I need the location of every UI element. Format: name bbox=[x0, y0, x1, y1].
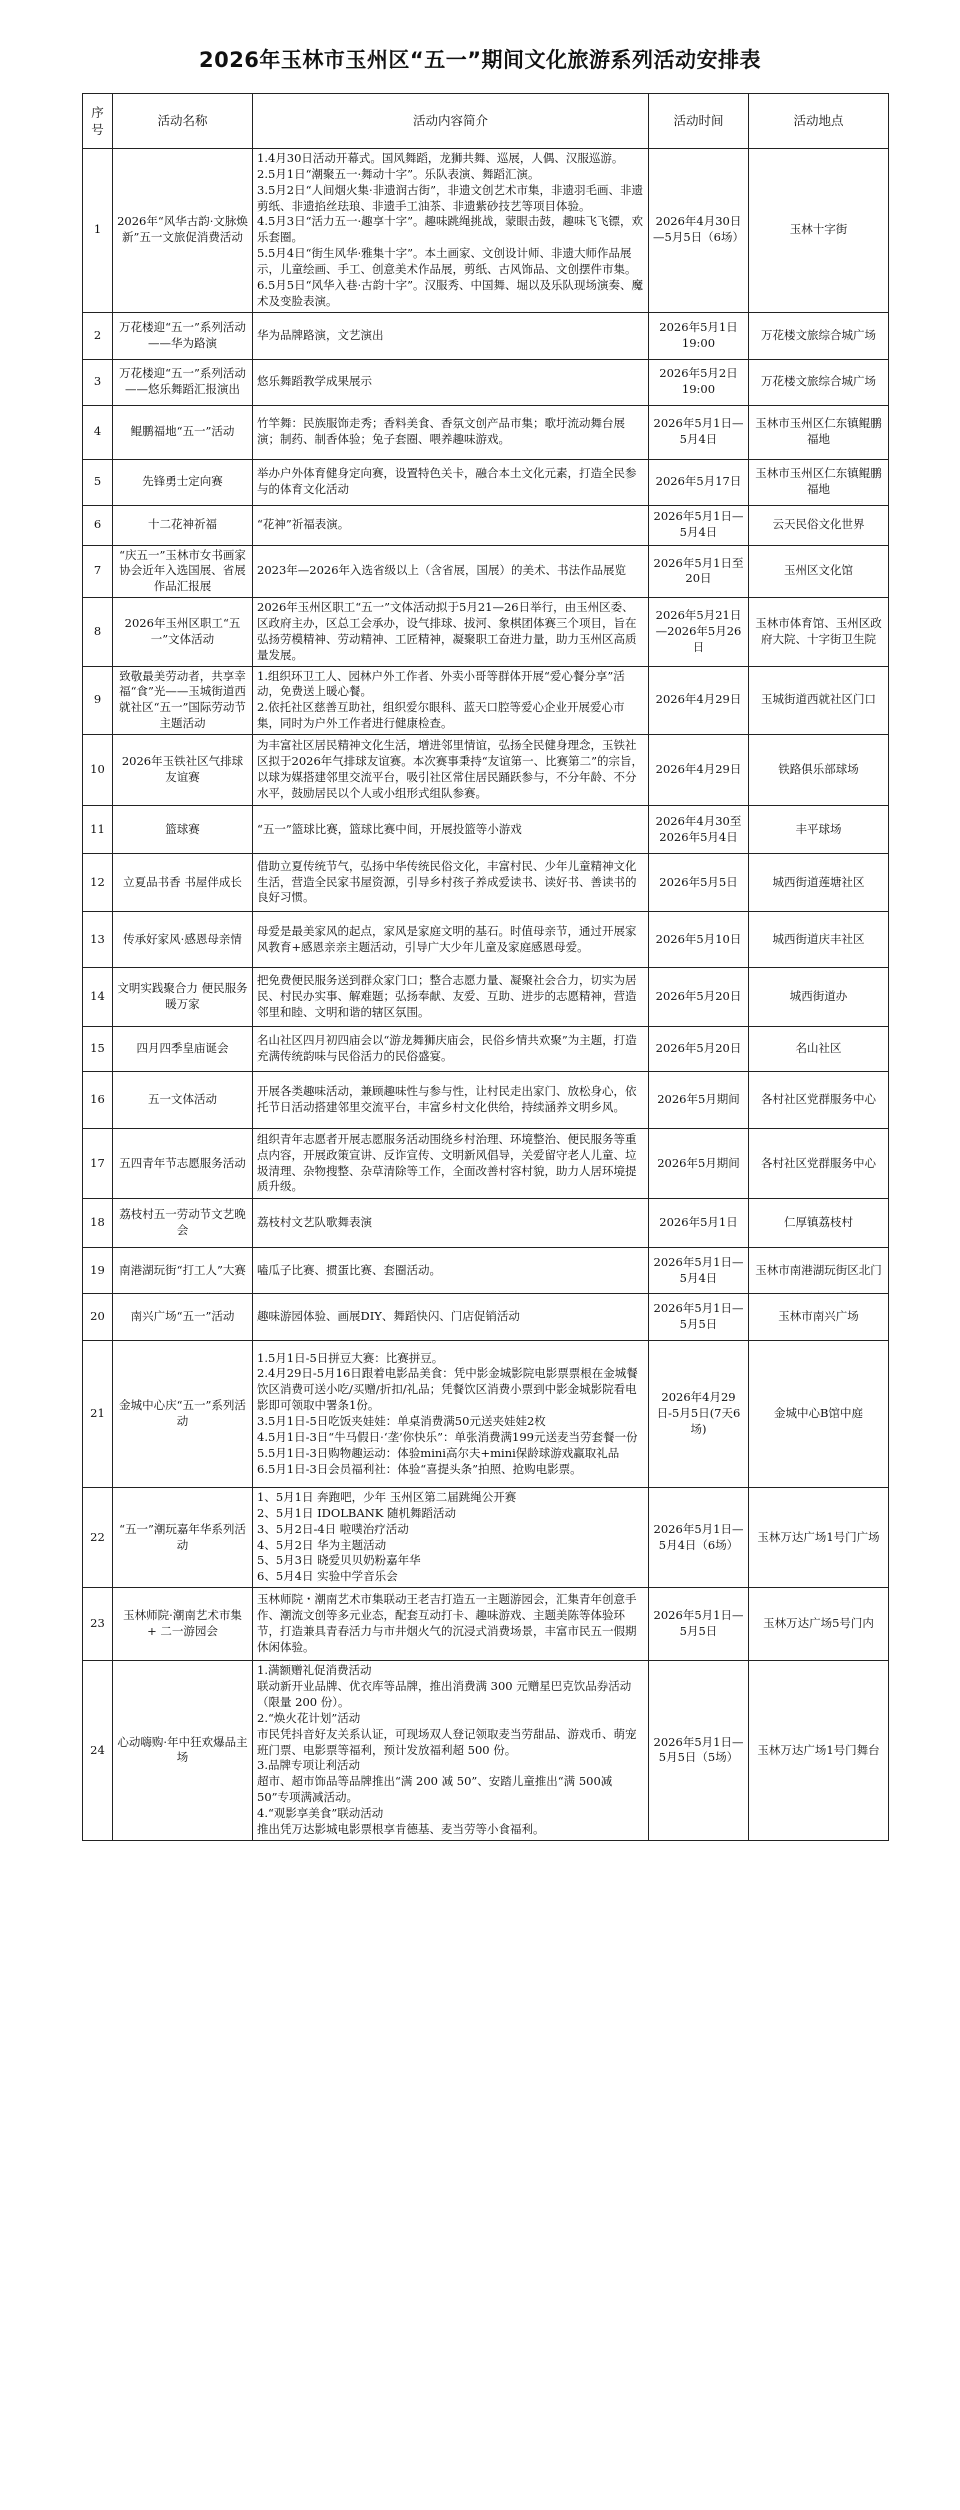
activity-content: “五一”篮球比赛，篮球比赛中间，开展投篮等小游戏 bbox=[253, 806, 649, 854]
activity-name: 五一文体活动 bbox=[113, 1072, 253, 1129]
activity-time: 2026年5月2日19:00 bbox=[649, 359, 749, 405]
row-number: 24 bbox=[83, 1661, 113, 1840]
activity-time: 2026年5月期间 bbox=[649, 1072, 749, 1129]
activity-time: 2026年5月20日 bbox=[649, 968, 749, 1027]
row-number: 5 bbox=[83, 459, 113, 505]
activity-time: 2026年5月17日 bbox=[649, 459, 749, 505]
activity-time: 2026年5月1日—5月5日（5场） bbox=[649, 1661, 749, 1840]
activity-content: 1.4月30日活动开幕式。国风舞蹈，龙狮共舞、巡展，人偶、汉服巡游。 2.5月1日“潮聚五一·舞动十字”。乐队表演、舞蹈汇演。 3.5月2日“人间烟火集·非遗润古街”，非遗文创艺术市集，非遗羽毛画、非遗剪纸、非遗掐丝珐琅、非遗手工油茶、非遗紫砂技艺等项目体验。 4.5月3日“活力五一·趣享十字”。趣味跳绳挑战，蒙眼击鼓，趣味飞飞镖，欢乐套圈。 5.5月4日“街生风华·雅集十字”。本土画家、文创设计师、非遗大师作品展示，儿童绘画、手工、创意美术作品展，剪纸、古风饰品、文创摆件市集。 6.5月5日“风华入巷·古韵十字”。汉服秀、中国舞、堀以及乐队现场演奏、魔术及变脸表演。 bbox=[253, 149, 649, 313]
table-row bbox=[83, 1588, 889, 1661]
activity-content: 名山社区四月初四庙会以“游龙舞狮庆庙会，民俗乡情共欢聚”为主题，打造充满传统韵味与民俗活力的民俗盛宴。 bbox=[253, 1027, 649, 1072]
row-number: 6 bbox=[83, 505, 113, 545]
row-number: 12 bbox=[83, 854, 113, 912]
row-number: 22 bbox=[83, 1488, 113, 1588]
activity-content: 把免费便民服务送到群众家门口；整合志愿力量、凝聚社会合力，切实为居民、村民办实事、解难题；弘扬奉献、友爱、互助、进步的志愿精神，营造邻里和睦、文明和谐的辖区氛围。 bbox=[253, 968, 649, 1027]
header-time: 活动时间 bbox=[649, 94, 749, 149]
table-row bbox=[83, 1294, 889, 1341]
header-name: 活动名称 bbox=[113, 94, 253, 149]
activity-place: 万花楼文旅综合城广场 bbox=[749, 359, 889, 405]
activity-name: 万花楼迎“五一”系列活动——悠乐舞蹈汇报演出 bbox=[113, 359, 253, 405]
activity-name: 2026年玉铁社区气排球友谊赛 bbox=[113, 735, 253, 806]
activity-content: 1.5月1日-5日拼豆大赛：比赛拼豆。 2.4月29日-5月16日跟着电影品美食：凭中影金城影院电影票票根在金城餐饮区消费可送小吃/买赠/折扣/礼品；凭餐饮区消费小票到中影金城影院看电影即可领取中署条1份。 3.5月1日-5日吃饭夹娃娃：单桌消费满50元送夹娃娃2枚 4.5月1日-3日“牛马假日·‘垄’你快乐”：单张消费满199元送麦当劳套餐一份 5.5月1日-3日购物趣运动：体验mini高尔夫+mini保龄球游戏赢取礼品 6.5月1日-3日会员福利社：体验“喜提头条”拍照、抢购电影票。 bbox=[253, 1341, 649, 1488]
activity-time: 2026年5月1日—5月5日 bbox=[649, 1294, 749, 1341]
header-place: 活动地点 bbox=[749, 94, 889, 149]
activity-place: 丰平球场 bbox=[749, 806, 889, 854]
activity-name: 荔枝村五一劳动节文艺晚会 bbox=[113, 1199, 253, 1248]
activity-name: 金城中心庆“五一”系列活动 bbox=[113, 1341, 253, 1488]
activity-place: 玉林市南港湖玩街区北门 bbox=[749, 1248, 889, 1294]
activity-name: 玉林师院·潮南艺术市集 + 二一游园会 bbox=[113, 1588, 253, 1661]
page-title: 2026年玉林市玉州区“五一”期间文化旅游系列活动安排表 bbox=[198, 48, 762, 72]
row-number: 14 bbox=[83, 968, 113, 1027]
header-no: 序 号 bbox=[83, 94, 113, 149]
activity-content: 竹竿舞：民族服饰走秀；香料美食、香氛文创产品市集；歌圩流动舞台展演；制药、制香体验；兔子套圈、喂养趣味游戏。 bbox=[253, 405, 649, 459]
header-content: 活动内容简介 bbox=[253, 94, 649, 149]
table-row bbox=[83, 1248, 889, 1294]
table-row bbox=[83, 1027, 889, 1072]
activity-content: 嗑瓜子比赛、掼蛋比赛、套圈活动。 bbox=[253, 1248, 649, 1294]
activity-place: 各村社区党群服务中心 bbox=[749, 1072, 889, 1129]
activity-place: 玉林万达广场1号门广场 bbox=[749, 1488, 889, 1588]
row-number: 11 bbox=[83, 806, 113, 854]
activity-name: 四月四季皇庙诞会 bbox=[113, 1027, 253, 1072]
activity-content: 组织青年志愿者开展志愿服务活动围绕乡村治理、环境整治、便民服务等重点内容，开展政策宣讲、反诈宣传、文明新风倡导，关爱留守老人儿童、垃圾清理、杂物搜整、杂草清除等工作，全面改善村容村貌，助力人居环境提质升级。 bbox=[253, 1129, 649, 1199]
activity-name: 致敬最美劳动者，共享幸福“食”光——玉城街道西就社区“五一”国际劳动节主题活动 bbox=[113, 666, 253, 734]
activity-place: 城西街道莲塘社区 bbox=[749, 854, 889, 912]
activity-content: 母爱是最美家风的起点，家风是家庭文明的基石。时值母亲节，通过开展家风教育+感恩亲亲主题活动，引导广大少年儿童及家庭感恩母爱。 bbox=[253, 912, 649, 968]
table-row bbox=[83, 1199, 889, 1248]
activity-time: 2026年5月5日 bbox=[649, 854, 749, 912]
activity-place: 云天民俗文化世界 bbox=[749, 505, 889, 545]
activity-name: 鲲鹏福地“五一”活动 bbox=[113, 405, 253, 459]
table-row bbox=[83, 459, 889, 505]
activity-content: 1.满额赠礼促消费活动 联动新开业品牌、优衣库等品牌，推出消费满 300 元赠星巴克饮品券活动（限量 200 份）。 2.“焕火花计划”活动 市民凭抖音好友关系认证，可现场双人登记领取麦当劳甜品、游戏币、萌宠班门票、电影票等福利，预计发放福利超 500 份。 3.品牌专项让利活动 超市、超市饰品等品牌推出“满 200 减 50”、安踏儿童推出“满 500减 50”专项满减活动。 4.“观影享美食”联动活动 推出凭万达影城电影票根享肯德基、麦当劳等小食福利。 bbox=[253, 1661, 649, 1840]
table-row bbox=[83, 545, 889, 598]
activity-name: 十二花神祈福 bbox=[113, 505, 253, 545]
activity-place: 玉林万达广场5号门内 bbox=[749, 1588, 889, 1661]
row-number: 3 bbox=[83, 359, 113, 405]
table-header-row bbox=[83, 94, 889, 149]
activity-place: 各村社区党群服务中心 bbox=[749, 1129, 889, 1199]
activity-name: 南兴广场“五一”活动 bbox=[113, 1294, 253, 1341]
activity-place: 玉林十字街 bbox=[749, 149, 889, 313]
row-number: 8 bbox=[83, 598, 113, 666]
activity-content: 1、5月1日 奔跑吧，少年 玉州区第二届跳绳公开赛 2、5月1日 IDOLBANK 随机舞蹈活动 3、5月2日-4日 啦噗治疗活动 4、5月2日 华为主题活动 5、5月3日 晓爱贝贝奶粉嘉年华 6、5月4日 实验中学音乐会 bbox=[253, 1488, 649, 1588]
activity-time: 2026年5月1日—5月4日 bbox=[649, 505, 749, 545]
activity-content: 借助立夏传统节气，弘扬中华传统民俗文化，丰富村民、少年儿童精神文化生活，营造全民家书屋资源，引导乡村孩子养成爱读书、读好书、善读书的良好习惯。 bbox=[253, 854, 649, 912]
activity-name: 2026年“风华古韵·文脉焕新”五一文旅促消费活动 bbox=[113, 149, 253, 313]
activity-time: 2026年5月20日 bbox=[649, 1027, 749, 1072]
table-row bbox=[83, 505, 889, 545]
activity-time: 2026年5月1日—5月4日 bbox=[649, 405, 749, 459]
row-number: 10 bbox=[83, 735, 113, 806]
activity-place: 仁厚镇荔枝村 bbox=[749, 1199, 889, 1248]
activity-name: 心动嗨购·年中狂欢爆品主场 bbox=[113, 1661, 253, 1840]
table-body bbox=[83, 149, 889, 1841]
activity-content: 趣味游园体验、画展DIY、舞蹈快闪、门店促销活动 bbox=[253, 1294, 649, 1341]
row-number: 21 bbox=[83, 1341, 113, 1488]
row-number: 18 bbox=[83, 1199, 113, 1248]
table-row bbox=[83, 806, 889, 854]
activity-place: 玉林市体育馆、玉州区政府大院、十字街卫生院 bbox=[749, 598, 889, 666]
table-row bbox=[83, 912, 889, 968]
table-row bbox=[83, 1661, 889, 1840]
activity-time: 2026年5月1日—5月4日（6场） bbox=[649, 1488, 749, 1588]
table-row bbox=[83, 312, 889, 359]
activity-name: 五四青年节志愿服务活动 bbox=[113, 1129, 253, 1199]
activity-name: 先锋勇士定向赛 bbox=[113, 459, 253, 505]
activity-time: 2026年5月1日—5月5日 bbox=[649, 1588, 749, 1661]
row-number: 13 bbox=[83, 912, 113, 968]
activity-content: 荔枝村文艺队歌舞表演 bbox=[253, 1199, 649, 1248]
activity-time: 2026年5月10日 bbox=[649, 912, 749, 968]
activity-name: 2026年玉州区职工“五一”文体活动 bbox=[113, 598, 253, 666]
activity-name: 文明实践聚合力 便民服务暖万家 bbox=[113, 968, 253, 1027]
activity-content: 悠乐舞蹈教学成果展示 bbox=[253, 359, 649, 405]
row-number: 7 bbox=[83, 545, 113, 598]
table-row bbox=[83, 854, 889, 912]
activity-content: 华为品牌路演，文艺演出 bbox=[253, 312, 649, 359]
row-number: 15 bbox=[83, 1027, 113, 1072]
activity-time: 2026年5月1日19:00 bbox=[649, 312, 749, 359]
table-row bbox=[83, 968, 889, 1027]
activity-name: 篮球赛 bbox=[113, 806, 253, 854]
activity-name: 传承好家风·感恩母亲情 bbox=[113, 912, 253, 968]
activity-place: 铁路俱乐部球场 bbox=[749, 735, 889, 806]
activity-time: 2026年4月30至2026年5月4日 bbox=[649, 806, 749, 854]
activity-content: 为丰富社区居民精神文化生活，增进邻里情谊，弘扬全民健身理念，玉铁社区拟于2026年气排球友谊赛。本次赛事秉持“友谊第一、比赛第二”的宗旨，以球为媒搭建邻里交流平台，吸引社区常住居民踊跃参与，不分年龄、不分水平，鼓励居民以个人或小组形式组队参赛。 bbox=[253, 735, 649, 806]
activity-place: 玉林市玉州区仁东镇鲲鹏福地 bbox=[749, 459, 889, 505]
activity-time: 2026年5月1日 bbox=[649, 1199, 749, 1248]
activity-content: “花神”祈福表演。 bbox=[253, 505, 649, 545]
activity-time: 2026年5月1日—5月4日 bbox=[649, 1248, 749, 1294]
activity-name: 南港湖玩街“打工人”大赛 bbox=[113, 1248, 253, 1294]
row-number: 16 bbox=[83, 1072, 113, 1129]
activity-name: 立夏品书香 书屋伴成长 bbox=[113, 854, 253, 912]
table-row bbox=[83, 359, 889, 405]
table-row bbox=[83, 666, 889, 734]
activity-time: 2026年4月29日 bbox=[649, 735, 749, 806]
row-number: 23 bbox=[83, 1588, 113, 1661]
table-row bbox=[83, 1488, 889, 1588]
activity-place: 万花楼文旅综合城广场 bbox=[749, 312, 889, 359]
activity-name: 万花楼迎“五一”系列活动——华为路演 bbox=[113, 312, 253, 359]
activity-time: 2026年5月21日—2026年5月26日 bbox=[649, 598, 749, 666]
table-row bbox=[83, 598, 889, 666]
table-row bbox=[83, 1072, 889, 1129]
activity-time: 2026年4月29日 bbox=[649, 666, 749, 734]
row-number: 17 bbox=[83, 1129, 113, 1199]
activity-place: 金城中心B馆中庭 bbox=[749, 1341, 889, 1488]
activity-name: “庆五一”玉林市女书画家协会近年入选国展、省展作品汇报展 bbox=[113, 545, 253, 598]
activity-time: 2026年5月期间 bbox=[649, 1129, 749, 1199]
activity-content: 玉林师院・潮南艺术市集联动王老吉打造五一主题游园会，汇集青年创意手作、潮流文创等多元业态，配套互动打卡、趣味游戏、主题美陈等体验环节，打造兼具青春活力与市井烟火气的沉浸式消费场景，丰富市民五一假期休闲体验。 bbox=[253, 1588, 649, 1661]
activity-content: 2026年玉州区职工“五一”文体活动拟于5月21—26日举行，由玉州区委、区政府主办，区总工会承办，设气排球、拔河、象棋团体赛三个项目，旨在弘扬劳模精神、劳动精神、工匠精神，凝聚职工奋进力量，助力玉州区高质量发展。 bbox=[253, 598, 649, 666]
table-row bbox=[83, 149, 889, 313]
activity-place: 玉林万达广场1号门舞台 bbox=[749, 1661, 889, 1840]
activity-time: 2026年4月29日-5月5日(7天6场) bbox=[649, 1341, 749, 1488]
activity-place: 城西街道办 bbox=[749, 968, 889, 1027]
table-row bbox=[83, 405, 889, 459]
activity-place: 名山社区 bbox=[749, 1027, 889, 1072]
activity-place: 玉林市玉州区仁东镇鲲鹏福地 bbox=[749, 405, 889, 459]
activity-place: 玉州区文化馆 bbox=[749, 545, 889, 598]
activity-place: 城西街道庆丰社区 bbox=[749, 912, 889, 968]
table-row bbox=[83, 735, 889, 806]
activity-time: 2026年4月30日—5月5日（6场） bbox=[649, 149, 749, 313]
activity-content: 2023年—2026年入选省级以上（含省展，国展）的美术、书法作品展览 bbox=[253, 545, 649, 598]
activity-time: 2026年5月1日至20日 bbox=[649, 545, 749, 598]
activity-place: 玉城街道西就社区门口 bbox=[749, 666, 889, 734]
activity-place: 玉林市南兴广场 bbox=[749, 1294, 889, 1341]
activity-content: 举办户外体育健身定向赛，设置特色关卡，融合本土文化元素，打造全民参与的体育文化活动 bbox=[253, 459, 649, 505]
activity-content: 1.组织环卫工人、园林户外工作者、外卖小哥等群体开展“爱心餐分享”活动，免费送上暖心餐。 2.依托社区慈善互助社，组织爱尔眼科、蓝天口腔等爱心企业开展爱心市集，同时为户外工作者进行健康检查。 bbox=[253, 666, 649, 734]
activity-content: 开展各类趣味活动，兼顾趣味性与参与性，让村民走出家门、放松身心，依托节日活动搭建邻里交流平台，丰富乡村文化供给，持续涵养文明乡风。 bbox=[253, 1072, 649, 1129]
table-row bbox=[83, 1129, 889, 1199]
table-row bbox=[83, 1341, 889, 1488]
row-number: 9 bbox=[83, 666, 113, 734]
row-number: 4 bbox=[83, 405, 113, 459]
row-number: 2 bbox=[83, 312, 113, 359]
schedule-table bbox=[82, 93, 889, 1841]
activity-name: “五一”潮玩嘉年华系列活动 bbox=[113, 1488, 253, 1588]
row-number: 19 bbox=[83, 1248, 113, 1294]
row-number: 1 bbox=[83, 149, 113, 313]
row-number: 20 bbox=[83, 1294, 113, 1341]
